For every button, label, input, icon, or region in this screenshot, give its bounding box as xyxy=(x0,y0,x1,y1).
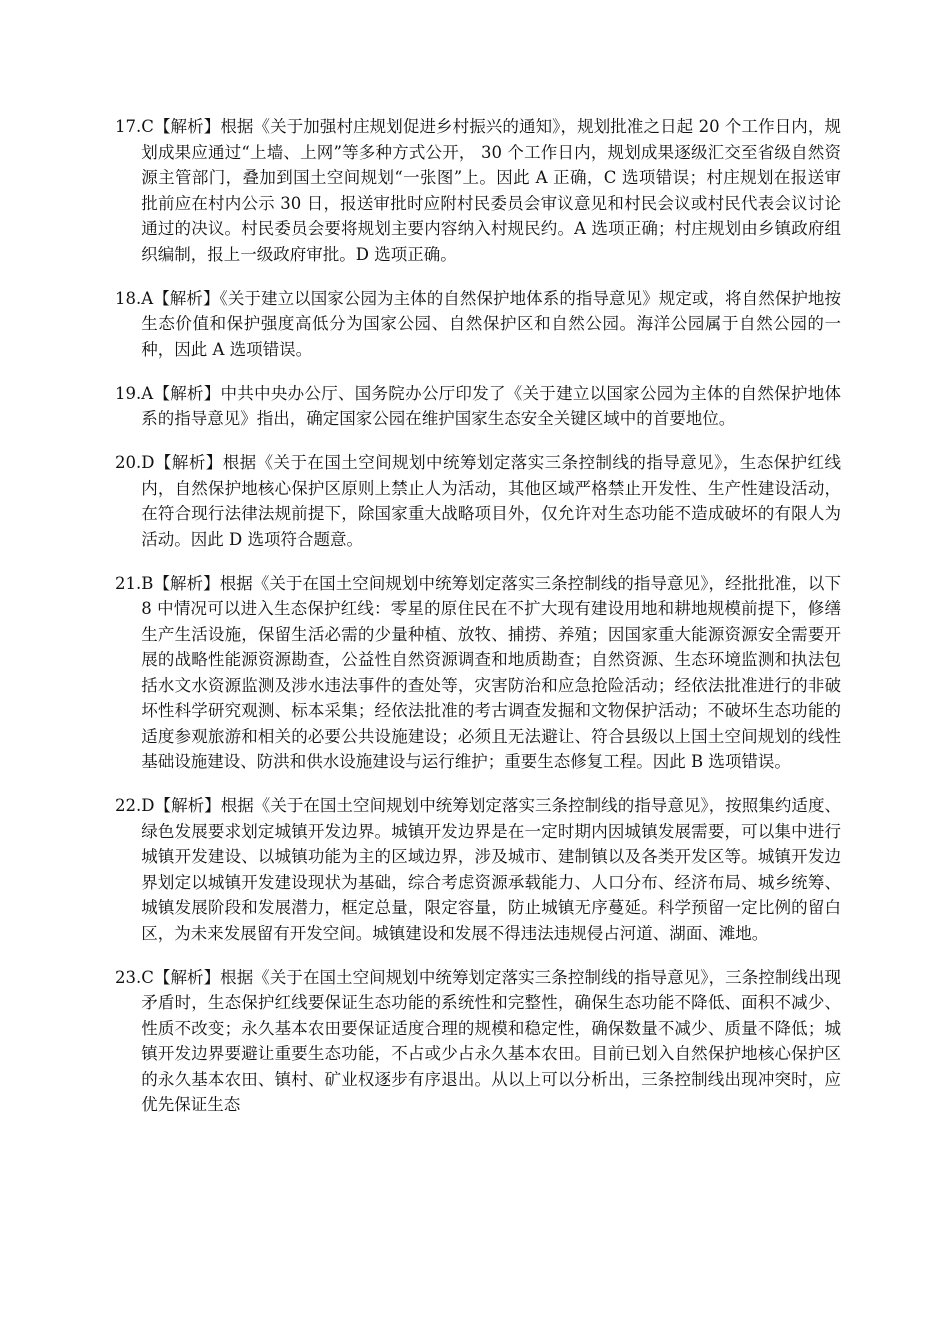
answer-item-20 xyxy=(115,450,841,552)
item-number: 23. xyxy=(115,967,142,987)
item-text: C【解析】根据《关于加强村庄规划促进乡村振兴的通知》，规划批准之日起 20 个工作日内，规划成果应通过“上墙、上网”等多种方式公开， 30 个工作日内，规划成果逐级汇交至省级自然资源主管部门，叠加到国土空间规划“一张图”上。因此 A 正确，C 选项错误；村庄规划在报送审批前应在村内公示 30 日，报送审批时应附村民委员会审议意见和村民会议或村民代表会议讨论通过的决议。村民委员会要将规划主要内容纳入村规民约。A 选项正确；村庄规划由乡镇政府组织编制，报上一级政府审批。D 选项正确。 xyxy=(141,117,841,264)
item-number: 17. xyxy=(115,117,142,136)
answer-explanations xyxy=(115,114,841,1136)
answer-item-22 xyxy=(115,793,841,946)
item-text: C【解析】根据《关于在国土空间规划中统筹划定落实三条控制线的指导意见》，三条控制线出现矛盾时，生态保护红线要保证生态功能的系统性和完整性，确保生态功能不降低、面积不减少、性质不改变；永久基本农田要保证适度合理的规模和稳定性，确保数量不减少、质量不降低；城镇开发边界要避让重要生态功能，不占或少占永久基本农田。目前已划入自然保护地核心保护区的永久基本农田、镇村、矿业权逐步有序退出。从以上可以分析出，三条控制线出现冲突时，应优先保证生态 xyxy=(141,967,841,1114)
answer-item-21 xyxy=(115,571,841,775)
item-text: D【解析】根据《关于在国土空间规划中统筹划定落实三条控制线的指导意见》，按照集约适度、绿色发展要求划定城镇开发边界。城镇开发边界是在一定时期内因城镇发展需要，可以集中进行城镇开发建设、以城镇功能为主的区域边界，涉及城市、建制镇以及各类开发区等。城镇开发边界划定以城镇开发建设现状为基础，综合考虑资源承载能力、人口分布、经济布局、城乡统筹、城镇发展阶段和发展潜力，框定总量，限定容量，防止城镇无序蔓延。科学预留一定比例的留白区，为未来发展留有开发空间。城镇建设和发展不得违法违规侵占河道、湖面、滩地。 xyxy=(141,796,841,943)
answer-item-23 xyxy=(115,965,841,1118)
item-text: A【解析】中共中央办公厅、国务院办公厅印发了《关于建立以国家公园为主体的自然保护地体系的指导意见》指出，确定国家公园在维护国家生态安全关键区域中的首要地位。 xyxy=(141,383,841,428)
item-text: B【解析】根据《关于在国土空间规划中统筹划定落实三条控制线的指导意见》，经批批准，以下 8 中情况可以进入生态保护红线：零星的原住民在不扩大现有建设用地和耕地规模前提下，修缮生产生活设施，保留生活必需的少量种植、放牧、捕捞、养殖；因国家重大能源资源安全需要开展的战略性能源资源勘查，公益性自然资源调查和地质勘查；自然资源、生态环境监测和执法包括水文水资源监测及涉水违法事件的查处等，灾害防治和应急抢险活动；经依法批准进行的非破坏性科学研究观测、标本采集；经依法批准的考古调查发掘和文物保护活动；不破坏生态功能的适度参观旅游和相关的必要公共设施建设；必须且无法避让、符合县级以上国土空间规划的线性基础设施建设、防洪和供水设施建设与运行维护；重要生态修复工程。因此 B 选项错误。 xyxy=(141,573,841,771)
item-text: A【解析】《关于建立以国家公园为主体的自然保护地体系的指导意见》规定或，将自然保护地按生态价值和保护强度高低分为国家公园、自然保护区和自然公园。海洋公园属于自然公园的一种，因此 A 选项错误。 xyxy=(141,288,841,359)
item-text: D【解析】根据《关于在国土空间规划中统筹划定落实三条控制线的指导意见》，生态保护红线内，自然保护地核心保护区原则上禁止人为活动，其他区域严格禁止开发性、生产性建设活动，在符合现行法律法规前提下，除国家重大战略项目外，仅允许对生态功能不造成破坏的有限人为活动。因此 D 选项符合题意。 xyxy=(141,453,841,549)
answer-item-17 xyxy=(115,114,841,267)
item-number: 19. xyxy=(115,383,142,403)
item-number: 20. xyxy=(115,453,142,472)
item-number: 18. xyxy=(115,288,142,308)
answer-item-19 xyxy=(115,381,841,432)
item-number: 21. xyxy=(115,573,142,593)
item-number: 22. xyxy=(115,796,142,815)
answer-item-18 xyxy=(115,286,841,363)
